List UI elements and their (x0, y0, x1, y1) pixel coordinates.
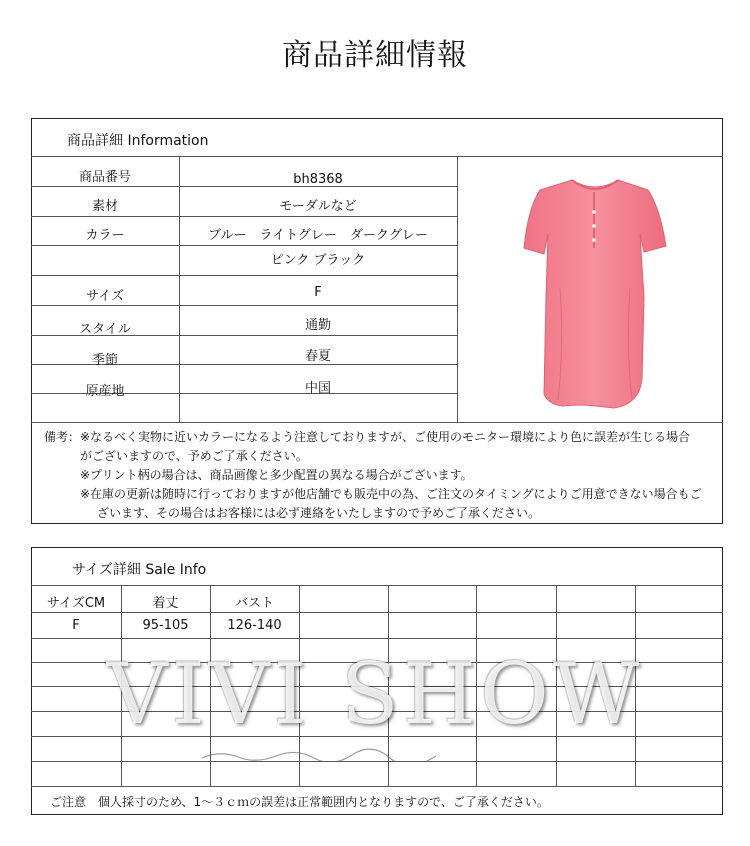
page-title: 商品詳細情報 (282, 38, 468, 73)
info-value: モーダルなど (279, 199, 357, 214)
info-label: 季節 (91, 353, 118, 368)
size-header: サイズ詳細 Sale Info (72, 562, 207, 578)
info-row-line (31, 216, 458, 217)
size-cell: 126-140 (227, 618, 282, 633)
info-value: F (314, 285, 322, 300)
info-label: スタイル (79, 322, 131, 337)
size-divider (31, 585, 723, 586)
note-line: ざいます、その場合はお客様には必ず連絡をいたしますので予めご了承ください。 (97, 506, 541, 520)
size-cell: F (72, 618, 80, 633)
info-label: 素材 (91, 199, 118, 214)
size-col-header: バスト (234, 596, 274, 611)
info-value: ピンク ブラック (270, 253, 366, 268)
info-row-line (31, 275, 458, 276)
info-header: 商品詳細 Information (67, 133, 209, 149)
note-line: ※在庫の更新は随時に行っておりますが他店舗でも販売中の為、ご注文のタイミングによりご用意できない場合もご (80, 487, 702, 501)
info-label: 原産地 (85, 384, 125, 399)
info-row-line (31, 245, 458, 246)
watermark-logo: VIVI SHOW (106, 645, 644, 743)
info-divider (31, 156, 723, 157)
info-value: 中国 (304, 381, 331, 396)
info-label: カラー (85, 228, 125, 243)
size-col-header: 着丈 (152, 596, 179, 611)
info-label: 商品番号 (78, 170, 131, 185)
notes (44, 428, 702, 523)
size-col-header: サイズCM (46, 596, 106, 611)
info-col-line (457, 156, 458, 422)
info-value: 春夏 (304, 349, 331, 364)
size-cell: 95-105 (142, 618, 189, 633)
info-value: bh8368 (293, 172, 343, 187)
info-divider (31, 422, 723, 423)
size-divider (31, 786, 723, 787)
product-image (520, 168, 670, 416)
size-row-line (31, 612, 723, 613)
note-line: がございますので、予めご了承ください。 (80, 449, 308, 463)
info-value: 通勤 (304, 318, 331, 333)
dress-shape (524, 180, 666, 408)
size-row-line (31, 638, 723, 639)
watermark-tagline-icon (200, 748, 440, 762)
size-footer: ご注意 個人採寸のため、1～３ｃｍの誤差は正常範囲内となりますので、ご了承ください。 (50, 795, 549, 809)
note-line: 備考：※なるべく実物に近いカラーになるよう注意しておりますが、ご使用のモニター環境により色に誤差が生じる場合 (44, 430, 691, 444)
note-line: ※プリント柄の場合は、商品画像と多少配置の異なる場合がございます。 (80, 468, 473, 482)
info-row-line (31, 305, 458, 306)
info-label: サイズ (86, 289, 124, 304)
info-value: ブルー ライトグレー ダークグレー (208, 228, 428, 243)
